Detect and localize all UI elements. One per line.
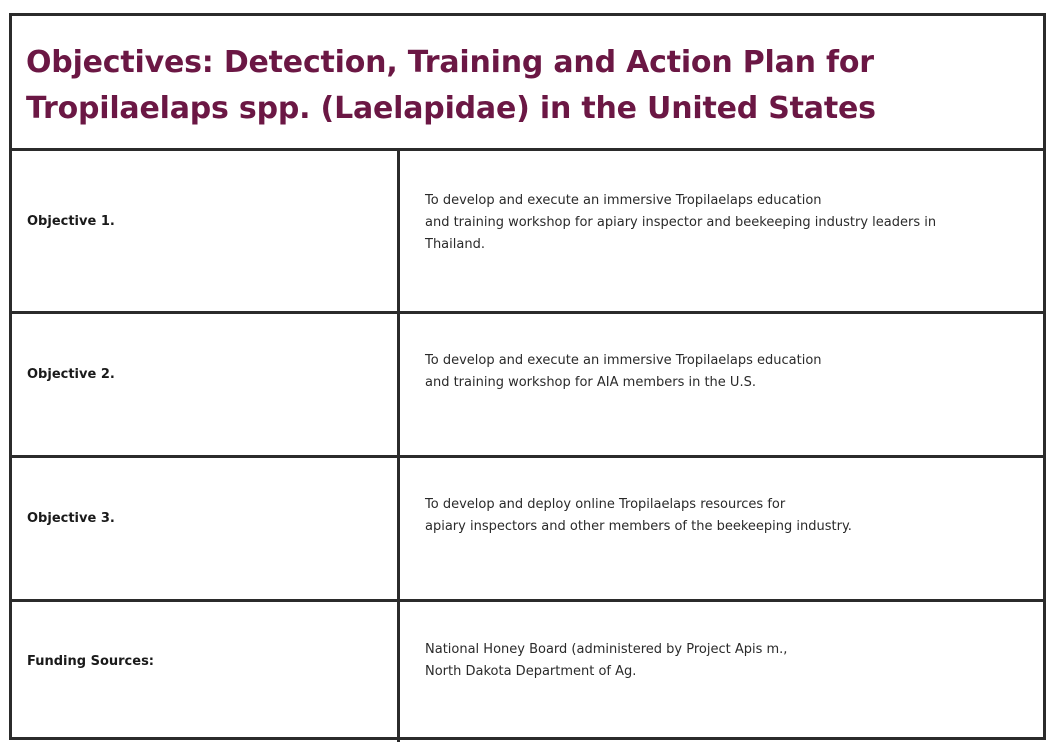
label-cell bbox=[12, 151, 400, 311]
row-label: Funding Sources: bbox=[27, 654, 155, 669]
description-line: To develop and execute an immersive Tropilaelaps education bbox=[425, 193, 822, 208]
description-line: National Honey Board (administered by Project Apis m., bbox=[425, 642, 788, 657]
description-line: To develop and deploy online Tropilaelaps resources for bbox=[425, 497, 786, 512]
label-cell bbox=[12, 602, 400, 742]
title-cell bbox=[12, 16, 1043, 151]
label-cell bbox=[12, 458, 400, 599]
description-line: Thailand. bbox=[425, 237, 485, 252]
row-label: Objective 1. bbox=[27, 214, 115, 229]
table-row-objective-3 bbox=[12, 458, 1043, 602]
row-label: Objective 2. bbox=[27, 367, 115, 382]
table-body bbox=[12, 151, 1043, 737]
description-line: To develop and execute an immersive Tropilaelaps education bbox=[425, 353, 822, 368]
description-line: North Dakota Department of Ag. bbox=[425, 664, 637, 679]
page-title-line-1: Objectives: Detection, Training and Action Plan for bbox=[26, 45, 874, 80]
objectives-table bbox=[9, 13, 1046, 740]
description-cell bbox=[400, 151, 1043, 311]
table-row-objective-1 bbox=[12, 151, 1043, 314]
row-label: Objective 3. bbox=[27, 511, 115, 526]
description-cell bbox=[400, 314, 1043, 455]
label-cell bbox=[12, 314, 400, 455]
description-cell bbox=[400, 458, 1043, 599]
description-line: apiary inspectors and other members of the beekeeping industry. bbox=[425, 519, 852, 534]
description-line: and training workshop for AIA members in the U.S. bbox=[425, 375, 756, 390]
description-cell bbox=[400, 602, 1043, 742]
table-row-objective-2 bbox=[12, 314, 1043, 458]
description-line: and training workshop for apiary inspector and beekeeping industry leaders in bbox=[425, 215, 937, 230]
table-row-funding-sources bbox=[12, 602, 1043, 742]
page-title-line-2: Tropilaelaps spp. (Laelapidae) in the United States bbox=[26, 91, 876, 126]
